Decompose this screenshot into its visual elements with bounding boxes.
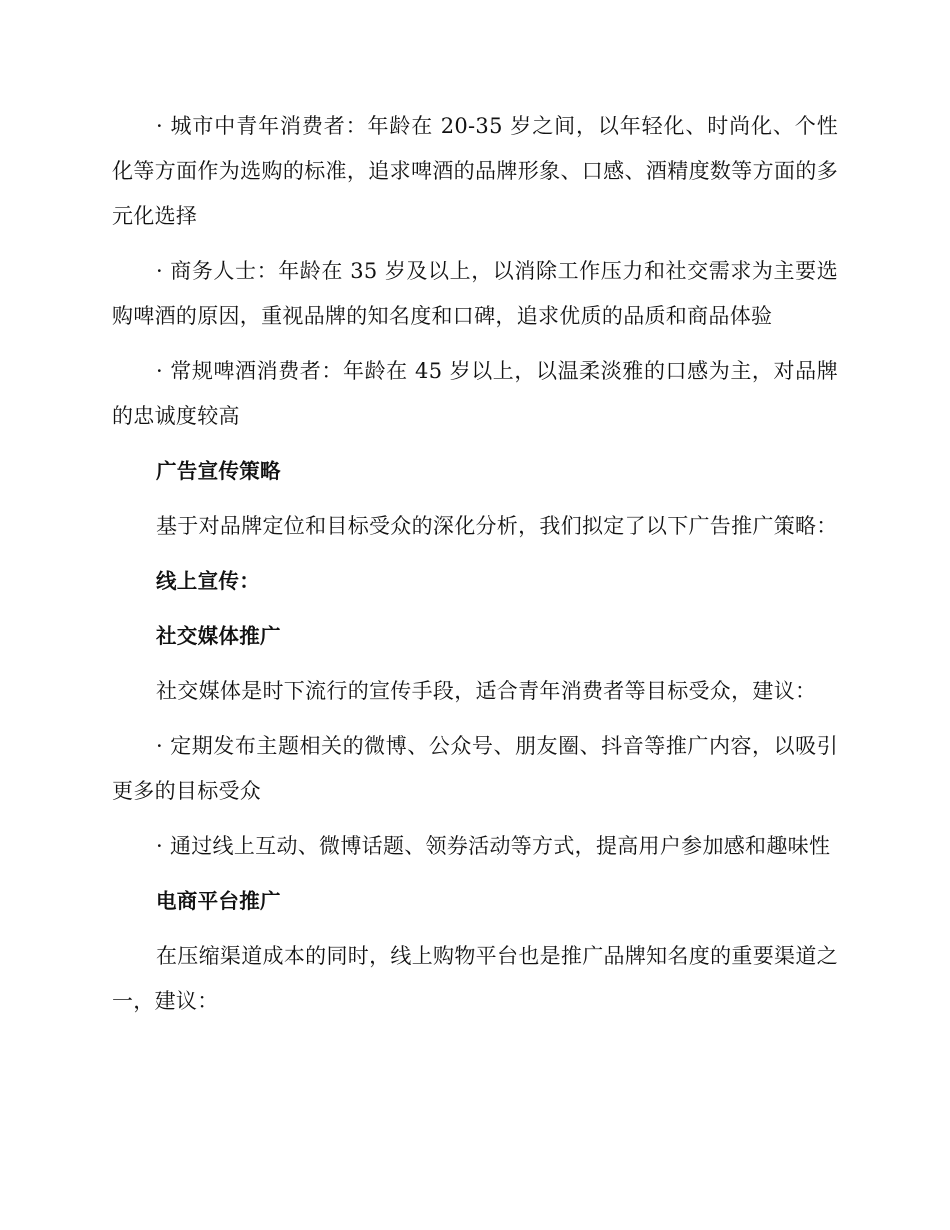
bullet-regular-beer-consumers: · 常规啤酒消费者：年龄在 45 岁以上，以温柔淡雅的口感为主，对品牌的忠诚度较高	[112, 359, 838, 428]
bullet-online-interaction: · 通过线上互动、微博话题、领券活动等方式，提高用户参加感和趣味性	[156, 834, 831, 858]
paragraph-strategy-intro: 基于对品牌定位和目标受众的深化分析，我们拟定了以下广告推广策略：	[156, 514, 838, 538]
heading-social-media: 社交媒体推广	[156, 624, 281, 648]
bullet-urban-young-consumers: · 城市中青年消费者：年龄在 20-35 岁之间，以年轻化、时尚化、个性化等方面作为选购的标准，追求啤酒的品牌形象、口感、酒精度数等方面的多元化选择	[112, 114, 838, 228]
bullet-business-people: · 商务人士：年龄在 35 岁及以上，以消除工作压力和社交需求为主要选购啤酒的原因，重视品牌的知名度和口碑，追求优质的品质和商品体验	[112, 259, 838, 328]
heading-online-promotion: 线上宣传：	[156, 569, 260, 593]
heading-ecommerce: 电商平台推广	[156, 889, 281, 913]
document-body	[112, 104, 838, 1034]
bullet-regular-posts: · 定期发布主题相关的微博、公众号、朋友圈、抖音等推广内容，以吸引更多的目标受众	[112, 734, 838, 803]
paragraph-ecommerce-intro: 在压缩渠道成本的同时，线上购物平台也是推广品牌知名度的重要渠道之一，建议：	[112, 944, 838, 1013]
heading-ad-strategy: 广告宣传策略	[156, 459, 281, 483]
paragraph-social-media-intro: 社交媒体是时下流行的宣传手段，适合青年消费者等目标受众，建议：	[156, 679, 817, 703]
